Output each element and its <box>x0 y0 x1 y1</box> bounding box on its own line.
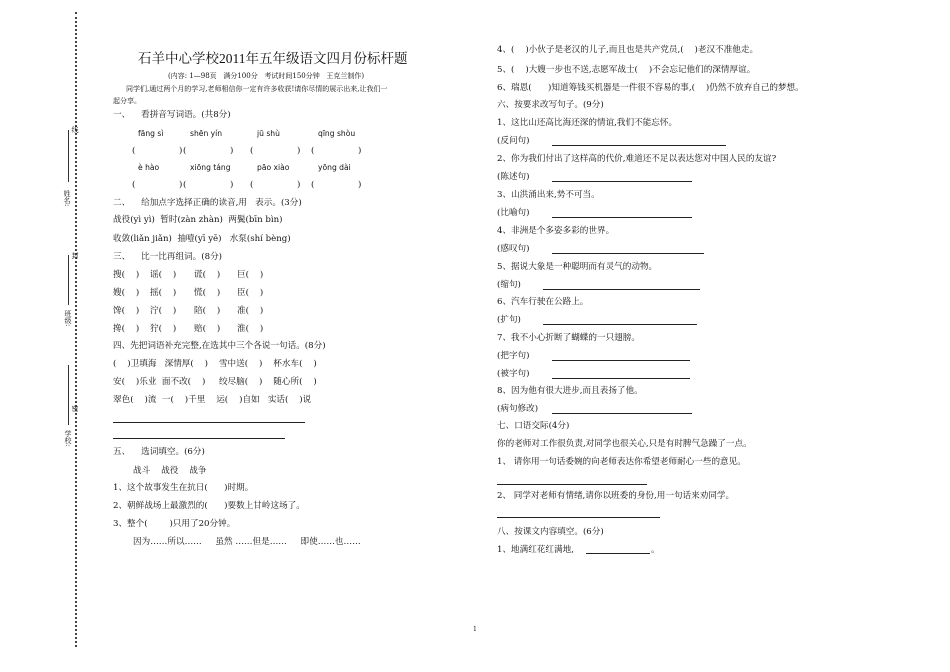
s8-heading: 八、按课文内容填空。(6分) <box>497 527 604 537</box>
page-title: 石羊中心学校2011年五年级语文四月份标杆题 <box>138 51 408 66</box>
s5-words: 战斗 战役 战争 <box>133 466 207 476</box>
s3-heading: 三、 比一比再组词。(8分) <box>113 252 223 262</box>
s3-cell[interactable]: 搜( ) <box>113 270 140 280</box>
s6-answer-label: (病句修改) <box>497 404 539 414</box>
s5-line: 3、整个( )只用了20分钟。 <box>113 519 236 529</box>
intro-line-1: 同学们,通过两个月的学习,老师相信你一定有许多收获!请你尽情的展示出来,让我们一 <box>126 85 388 93</box>
answer-line[interactable] <box>113 438 285 439</box>
answer-line[interactable] <box>497 484 647 485</box>
s4-line: 翠色( )流 一( )千里 运( )自如 实话( )说 <box>113 395 312 405</box>
page-subtitle: (内容: 1—98页 满分100分 考试时间150分钟 王克兰制作) <box>168 72 365 80</box>
s7-question: 2、 同学对老师有情绪,请你以班委的身份,用一句话来劝同学。 <box>497 491 735 501</box>
answer-line[interactable] <box>543 289 700 290</box>
r1-line: 6、瑞恩( )知道筹钱买机器是一件很不容易的事,( )仍然不放弃自己的梦想。 <box>497 83 804 93</box>
s3-cell[interactable]: 陪( ) <box>194 306 221 316</box>
s3-cell[interactable]: 馋( ) <box>113 306 140 316</box>
s6-answer-label: (感叹句) <box>497 244 530 254</box>
s4-line: 安( )乐业 面不改( ) 绞尽脑( ) 随心所( ) <box>113 377 317 387</box>
s6-question: 5、据说大象是一种聪明而有灵气的动物。 <box>497 262 658 272</box>
answer-line[interactable] <box>552 413 692 414</box>
s6-answer-label: (比喻句) <box>497 208 530 218</box>
pinyin: xiōng táng <box>190 163 231 172</box>
seal-word-line: 线 <box>71 126 79 133</box>
s6-question: 1、这比山还高比海还深的情谊,我们不能忘怀。 <box>497 118 678 128</box>
s4-line: ( )卫填海 深情厚( ) 雪中送( ) 杯水车( ) <box>113 359 317 369</box>
s8-question: 1、地满红花红满地, <box>497 545 574 555</box>
answer-bracket[interactable]: ( ) <box>311 180 362 190</box>
r1-line: 5、( )大嫂一步也不送,志愿军战士( )不会忘记他们的深情厚谊。 <box>497 65 756 75</box>
s6-question: 3、山洪涌出来,势不可当。 <box>497 190 600 200</box>
answer-line[interactable] <box>113 422 305 423</box>
answer-line[interactable] <box>552 360 690 361</box>
pinyin: qīng shòu <box>318 129 356 138</box>
name-label: 姓名: <box>63 190 71 207</box>
s3-cell[interactable]: 摇( ) <box>150 288 177 298</box>
name-blank <box>68 130 69 182</box>
seal-word-seal: 封 <box>71 252 79 259</box>
pinyin: jū shù <box>257 129 280 138</box>
class-label: 班级: <box>64 310 72 327</box>
answer-line[interactable] <box>586 553 650 554</box>
s7-intro: 你的老师对工作很负责,对同学也很关心,只是有时脾气急躁了一点。 <box>497 439 752 449</box>
s3-cell[interactable]: 泞( ) <box>150 306 177 316</box>
answer-bracket[interactable]: ( ) <box>250 180 301 190</box>
s3-cell[interactable]: 狞( ) <box>150 324 177 334</box>
binding-line <box>75 12 77 647</box>
answer-bracket[interactable]: ( ) <box>132 146 183 156</box>
answer-line[interactable] <box>552 253 704 254</box>
s3-cell[interactable]: 赔( ) <box>194 324 221 334</box>
s8-period: 。 <box>651 545 660 555</box>
s6-question: 4、非洲是个多姿多彩的世界。 <box>497 226 615 236</box>
r1-line: 4、( )小伙子是老汉的儿子,而且也是共产党员,( )老汉不准他走。 <box>497 45 759 55</box>
s5-conj: 因为……所以…… 虽然 ……但是…… 即使……也…… <box>133 537 361 547</box>
s3-cell[interactable]: 淮( ) <box>237 324 264 334</box>
s2-line: 战役(yì yì) 暂时(zàn zhàn) 两鬓(bīn bìn) <box>113 215 283 225</box>
s5-line: 1、这个故事发生在抗日( )时期。 <box>113 483 254 493</box>
answer-bracket[interactable]: ( ) <box>183 180 234 190</box>
s6-answer-label: (被字句) <box>497 369 530 379</box>
s5-line: 2、朝鲜战场上最激烈的( )要数上甘岭这场了。 <box>113 501 305 511</box>
answer-line[interactable] <box>552 181 692 182</box>
s6-answer-label: (扩句) <box>497 315 521 325</box>
s6-answer-label: (反问句) <box>497 136 530 146</box>
s2-heading: 二、 给加点字选择正确的读音,用 表示。(3分) <box>113 198 302 208</box>
s6-heading: 六、按要求改写句子。(9分) <box>497 100 604 110</box>
s2-line: 收敛(liǎn jiǎn) 抽噎(yī yē) 水泵(shí bèng) <box>113 234 291 244</box>
s6-answer-label: (陈述句) <box>497 172 530 182</box>
s5-heading: 五、 选词填空。(6分) <box>113 447 205 457</box>
s4-heading: 四、先把词语补充完整,在选其中三个各说一句话。(8分) <box>113 341 326 351</box>
s3-cell[interactable]: 嫂( ) <box>113 288 140 298</box>
page-number: 1 <box>473 626 477 633</box>
answer-bracket[interactable]: ( ) <box>132 180 183 190</box>
s7-question: 1、 请你用一句话委婉的向老师表达你希望老师耐心一些的意见。 <box>497 457 746 467</box>
s6-answer-label: (缩句) <box>497 280 521 290</box>
pinyin: fāng sì <box>138 129 164 138</box>
answer-line[interactable] <box>543 324 697 325</box>
pinyin: shēn yín <box>190 129 223 138</box>
answer-bracket[interactable]: ( ) <box>183 146 234 156</box>
s3-cell[interactable]: 巨( ) <box>237 270 264 280</box>
s7-heading: 七、口语交际(4分) <box>497 421 570 431</box>
s3-cell[interactable]: 臣( ) <box>237 288 264 298</box>
s6-question: 6、汽车行驶在公路上。 <box>497 297 589 307</box>
s6-question: 2、你为我们付出了这样高的代价,难道还不足以表达您对中国人民的友谊? <box>497 154 777 164</box>
answer-line[interactable] <box>552 217 692 218</box>
class-blank <box>68 255 69 305</box>
pinyin: pāo xiào <box>257 163 290 172</box>
s3-cell[interactable]: 谣( ) <box>150 270 177 280</box>
answer-bracket[interactable]: ( ) <box>250 146 301 156</box>
school-blank <box>68 365 69 425</box>
answer-line[interactable] <box>552 145 726 146</box>
s3-cell[interactable]: 搀( ) <box>113 324 140 334</box>
s1-heading: 一、 看拼音写词语。(共8分) <box>113 110 231 120</box>
s3-cell[interactable]: 准( ) <box>237 306 264 316</box>
school-label: 学校: <box>64 430 72 447</box>
answer-bracket[interactable]: ( ) <box>311 146 362 156</box>
answer-line[interactable] <box>497 517 660 518</box>
s6-question: 7、我不小心折断了蝴蝶的一只翅膀。 <box>497 333 640 343</box>
answer-line[interactable] <box>552 378 690 379</box>
s6-answer-label: (把字句) <box>497 351 530 361</box>
pinyin: yōng dài <box>318 163 351 172</box>
seal-word-secret: 密 <box>71 405 79 412</box>
s6-question: 8、因为他有很大进步,而且表扬了他。 <box>497 386 643 396</box>
s3-cell[interactable]: 慌( ) <box>194 288 221 298</box>
s3-cell[interactable]: 谎( ) <box>194 270 221 280</box>
pinyin: è hào <box>138 163 160 172</box>
intro-line-2: 起分享。 <box>113 97 141 105</box>
